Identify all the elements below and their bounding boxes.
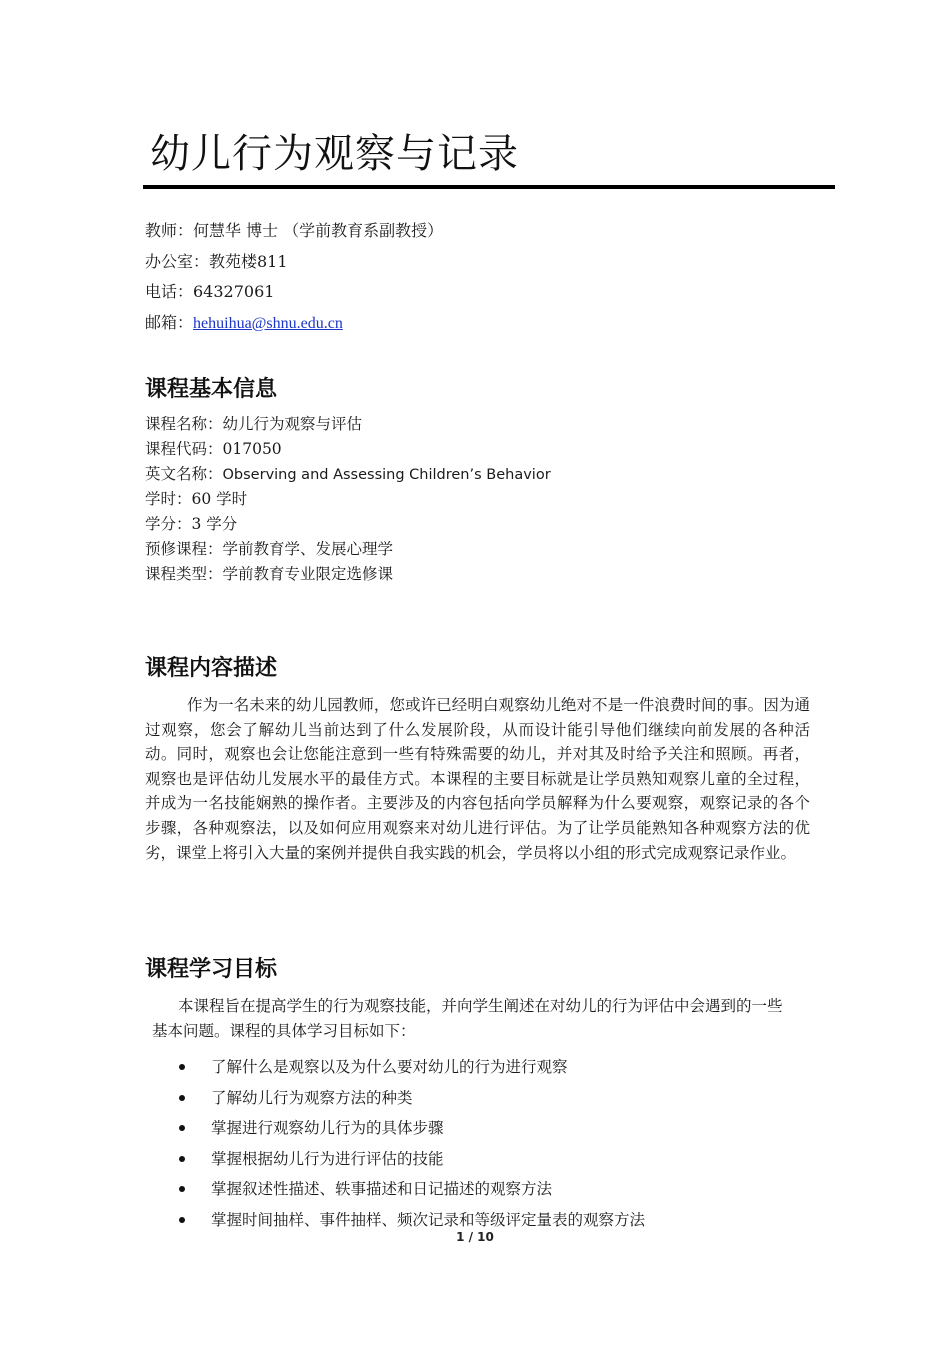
heading-objectives: 课程学习目标 [145,957,278,982]
course-type: 课程类型：学前教育专业限定选修课 [145,564,394,583]
contact-block [145,216,443,339]
bullet-icon [179,1186,185,1192]
objective-text: 掌握进行观察幼儿行为的具体步骤 [211,1119,444,1138]
heading-basic-info: 课程基本信息 [145,377,278,402]
office-line: 办公室：教苑楼811 [145,251,288,271]
bullet-icon [179,1064,185,1070]
bullet-icon [179,1125,185,1131]
page-number: 1 / 10 [456,1230,494,1244]
course-hours: 学时：60 学时 [145,490,248,509]
english-name: Observing and Assessing Children’s Behavior [222,466,551,483]
email-label: 邮箱： [145,312,194,332]
phone-line: 电话：64327061 [145,282,275,301]
email-line [145,308,443,340]
list-item [176,1144,645,1175]
objective-text: 掌握根据幼儿行为进行评估的技能 [211,1149,444,1168]
objective-text: 了解幼儿行为观察方法的种类 [211,1088,413,1107]
heading-description: 课程内容描述 [145,656,278,681]
objective-text: 掌握叙述性描述、轶事描述和日记描述的观察方法 [211,1180,553,1199]
objective-text: 了解什么是观察以及为什么要对幼儿的行为进行观察 [211,1058,568,1076]
objectives-list [176,1052,645,1236]
objectives-intro: 本课程旨在提高学生的行为观察技能，并向学生阐述在对幼儿的行为评估中会遇到的一些基本问题。课程的具体学习目标如下： [152,997,783,1040]
objective-text: 掌握时间抽样、事件抽样、频次记录和等级评定量表的观察方法 [211,1210,646,1229]
bullet-icon [179,1217,185,1223]
teacher-line: 教师：何慧华 博士 （学前教育系副教授） [145,221,444,240]
english-name-line [145,462,551,488]
course-credits: 学分：3 学分 [145,515,238,534]
document-title: 幼儿行为观察与记录 [150,131,519,177]
english-name-label: 英文名称： [145,464,223,483]
basic-info-list [145,412,551,587]
list-item [176,1113,645,1144]
course-prerequisites: 预修课程：学前教育学、发展心理学 [145,539,394,558]
email-link[interactable]: hehuihua@shnu.edu.cn [193,314,343,332]
bullet-icon [179,1156,185,1162]
list-item [176,1174,645,1205]
title-divider [143,185,835,189]
description-paragraph: 作为一名未来的幼儿园教师，您或许已经明白观察幼儿绝对不是一件浪费时间的事。因为通过观察，您会了解幼儿当前达到了什么发展阶段，从而设计能引导他们继续向前发展的各种活动。同时，观察也会让您能注意到一些有特殊需要的幼儿，并对其及时给予关注和照顾。再者，观察也是评估幼儿发展水平的最佳方式。本课程的主要目标就是让学员熟知观察儿童的全过程，并成为一名技能娴熟的操作者。主要涉及的内容包括向学员解释为什么要观察，观察记录的各个步骤，各种观察法，以及如何应用观察来对幼儿进行评估。为了让学员能熟知各种观察方法的优劣，课堂上将引入大量的案例并提供自我实践的机会，学员将以小组的形式完成观察记录作业。 [145,696,810,862]
course-name: 课程名称：幼儿行为观察与评估 [145,415,363,433]
bullet-icon [179,1095,185,1101]
course-code: 课程代码：017050 [145,439,282,458]
list-item [176,1052,645,1083]
list-item [176,1083,645,1114]
